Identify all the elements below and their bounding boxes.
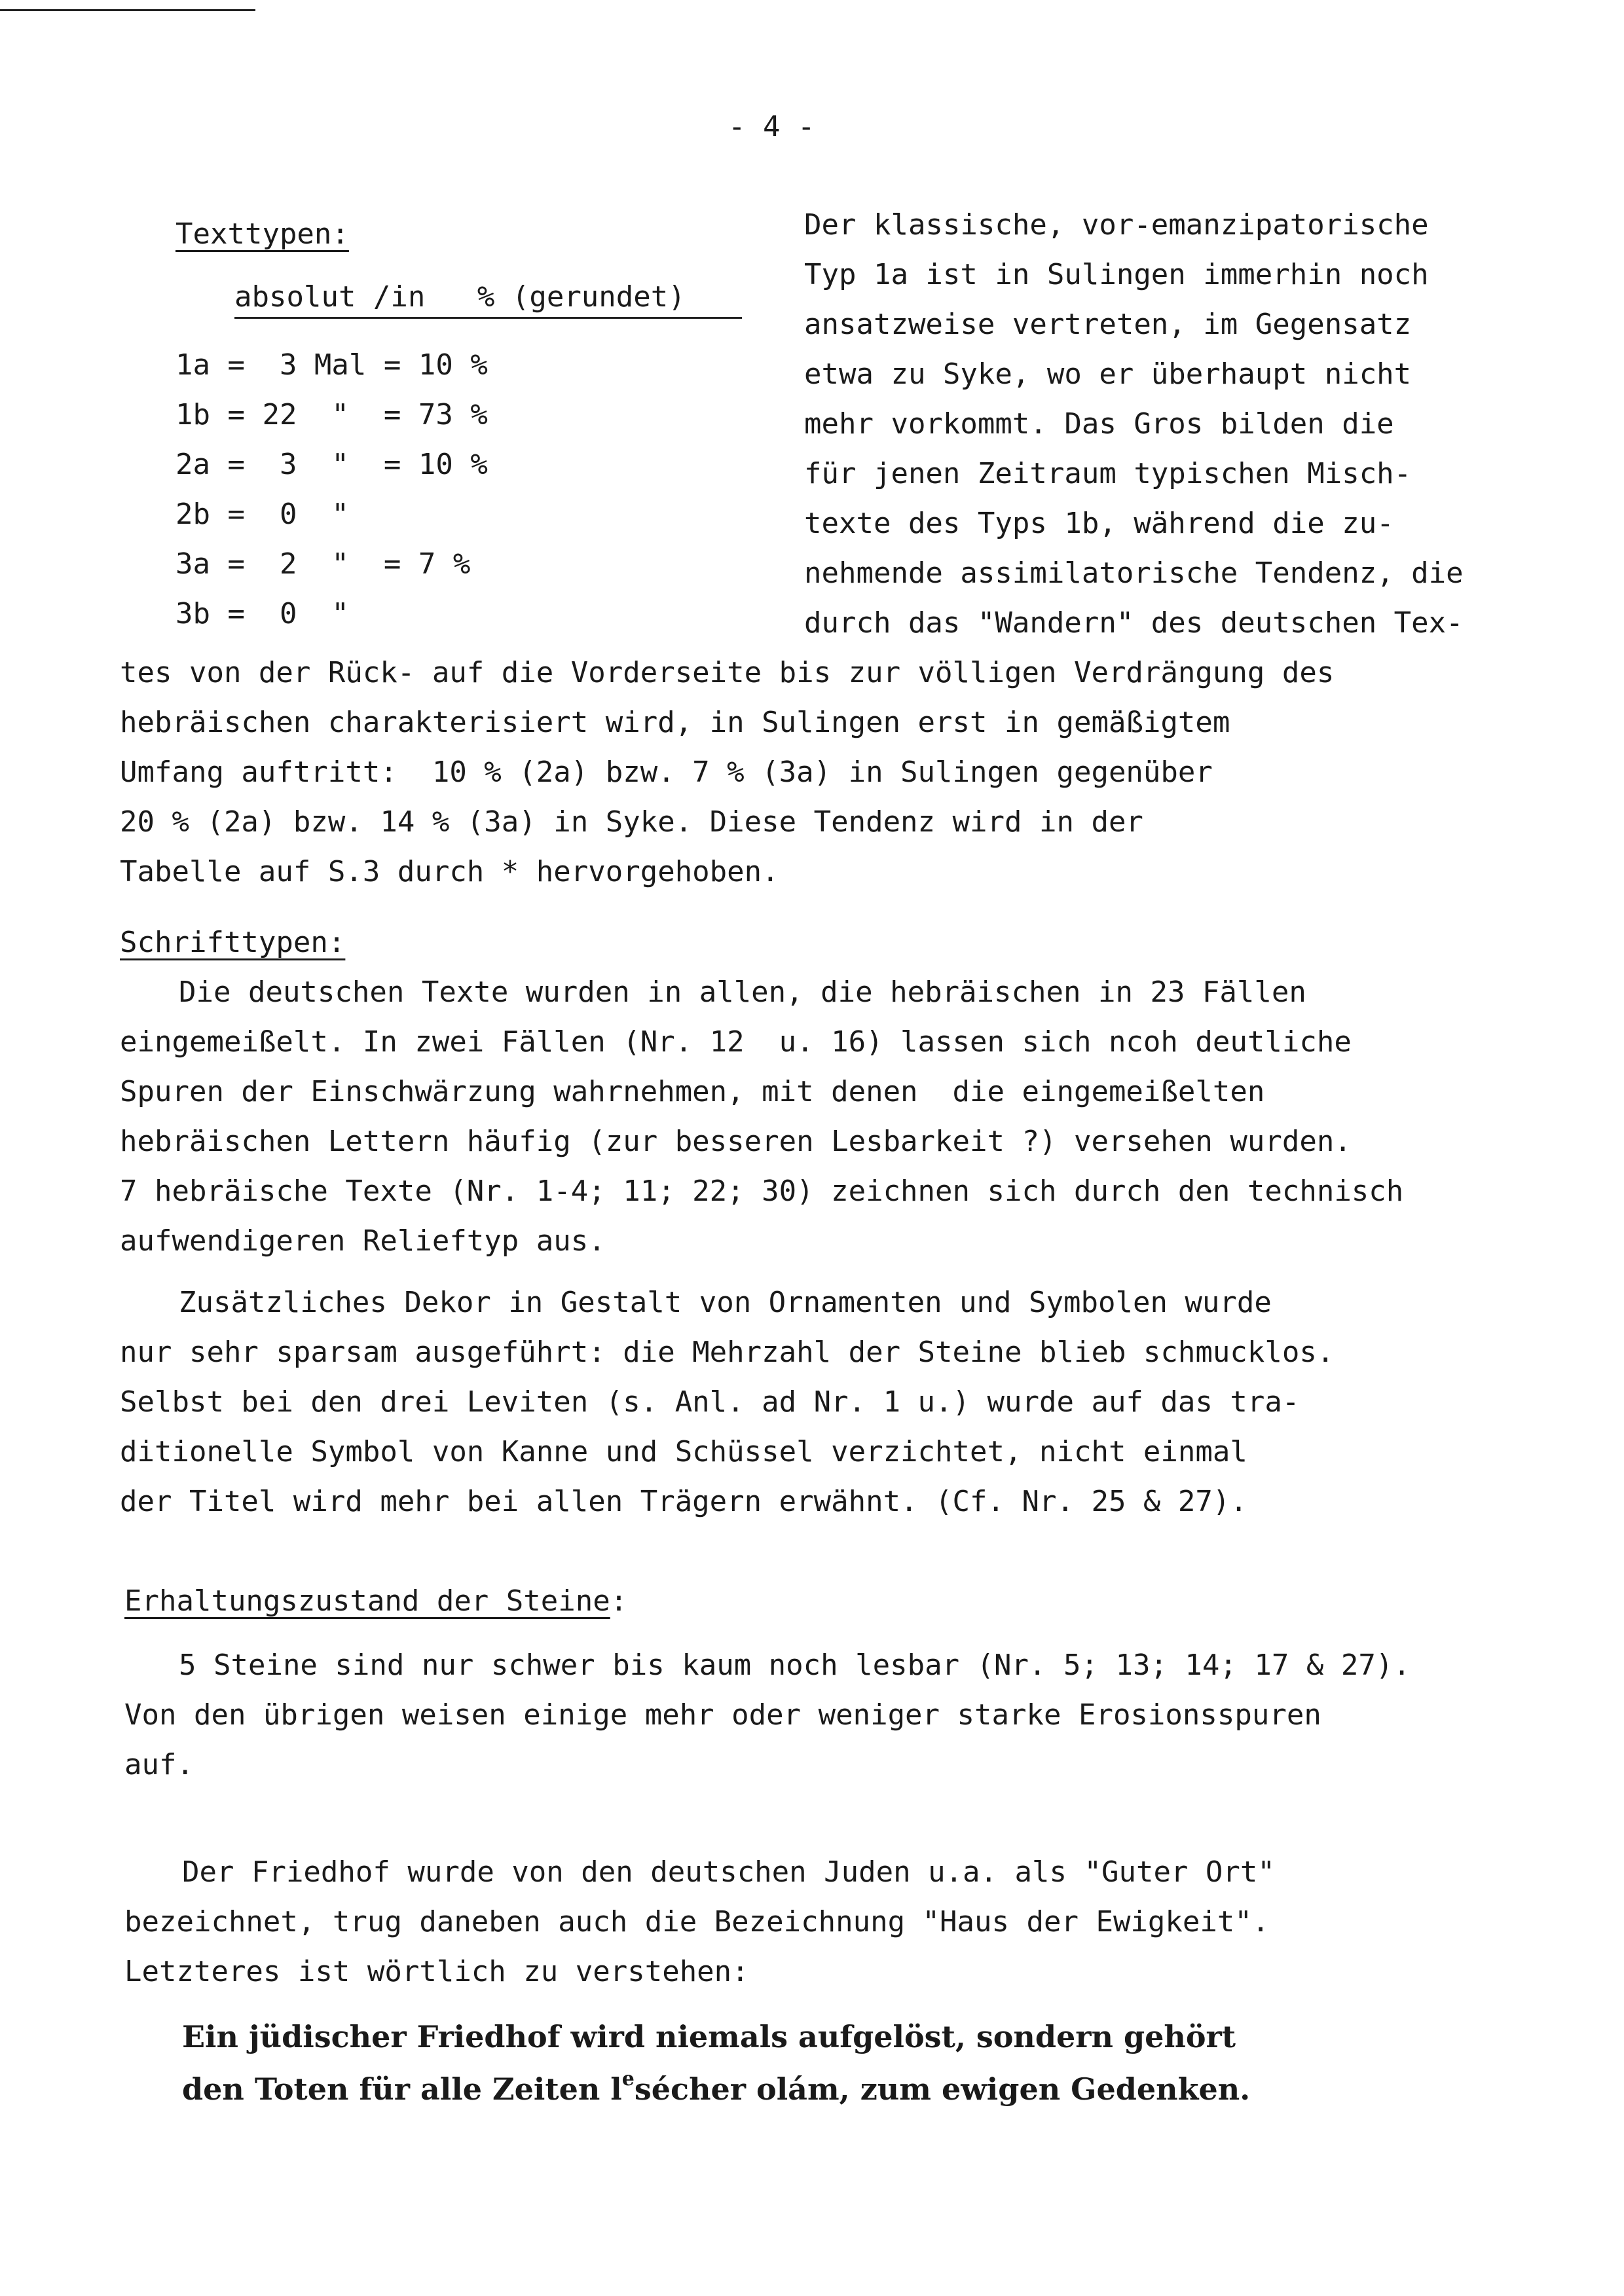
erhaltung-line: Von den übrigen weisen einige mehr oder weniger starke Erosionsspuren (124, 1698, 1321, 1732)
texttypen-row: 1a = 3 Mal = 10 % (175, 348, 488, 382)
intro-line: Der klassische, vor-emanzipatorische (804, 208, 1429, 242)
intro-full-line: hebräischen charakterisiert wird, in Sulingen erst in gemäßigtem (120, 706, 1230, 739)
friedhof-line: Letzteres ist wörtlich zu verstehen: (124, 1955, 749, 1988)
erhaltung-heading-colon: : (610, 1584, 628, 1618)
dekor-line: ditionelle Symbol von Kanne und Schüssel verzichtet, nicht einmal (120, 1435, 1247, 1468)
erhaltung-line: auf. (124, 1748, 194, 1781)
schrifttypen-line: hebräischen Lettern häufig (zur besseren Lesbarkeit ?) versehen wurden. (120, 1125, 1352, 1158)
schrifttypen-heading: Schrifttypen: (120, 926, 346, 959)
erhaltung-line: 5 Steine sind nur schwer bis kaum noch lesbar (Nr. 5; 13; 14; 17 & 27). (179, 1649, 1411, 1682)
intro-full-line: Tabelle auf S.3 durch * hervorgehoben. (120, 855, 779, 888)
friedhof-bold-superscript: e (621, 2068, 635, 2090)
intro-full-line: Umfang auftritt: 10 % (2a) bzw. 7 % (3a) in Sulingen gegenüber (120, 756, 1213, 789)
erhaltung-heading (124, 1584, 628, 1618)
intro-line: Typ 1a ist in Sulingen immerhin noch (804, 258, 1429, 291)
intro-line: etwa zu Syke, wo er überhaupt nicht (804, 357, 1412, 391)
intro-full-line: 20 % (2a) bzw. 14 % (3a) in Syke. Diese Tendenz wird in der (120, 805, 1143, 839)
schrifttypen-line: 7 hebräische Texte (Nr. 1-4; 11; 22; 30) zeichnen sich durch den technisch (120, 1175, 1404, 1208)
dekor-line: der Titel wird mehr bei allen Trägern erwähnt. (Cf. Nr. 25 & 27). (120, 1485, 1247, 1518)
dekor-line: Zusätzliches Dekor in Gestalt von Ornamenten und Symbolen wurde (179, 1286, 1272, 1319)
friedhof-bold-line: Ein jüdischer Friedhof wird niemals aufgelöst, sondern gehört (182, 2019, 1236, 2054)
intro-line: texte des Typs 1b, während die zu- (804, 507, 1394, 540)
dekor-line: Selbst bei den drei Leviten (s. Anl. ad Nr. 1 u.) wurde auf das tra- (120, 1385, 1300, 1419)
page-number: - 4 - (728, 110, 815, 143)
schrifttypen-line: Spuren der Einschwärzung wahrnehmen, mit denen die eingemeißelten (120, 1075, 1265, 1108)
intro-line: für jenen Zeitraum typischen Misch- (804, 457, 1412, 490)
texttypen-row: 3b = 0 " (175, 597, 349, 630)
texttypen-heading: Texttypen: (175, 217, 349, 251)
erhaltung-heading-text: Erhaltungszustand der Steine (124, 1584, 610, 1618)
intro-full-line: tes von der Rück- auf die Vorderseite bis zur völligen Verdrängung des (120, 656, 1335, 689)
texttypen-header-row: absolut /in % (gerundet) (234, 280, 686, 314)
texttypen-row: 3a = 2 " = 7 % (175, 547, 471, 581)
texttypen-row: 2b = 0 " (175, 498, 349, 531)
friedhof-line: Der Friedhof wurde von den deutschen Juden u.a. als "Guter Ort" (182, 1855, 1275, 1889)
texttypen-row: 2a = 3 " = 10 % (175, 448, 488, 481)
friedhof-bold-text-a: den Toten für alle Zeiten l (182, 2071, 622, 2107)
dekor-line: nur sehr sparsam ausgeführt: die Mehrzahl der Steine blieb schmucklos. (120, 1336, 1335, 1369)
schrifttypen-line: Die deutschen Texte wurden in allen, die hebräischen in 23 Fällen (179, 975, 1306, 1009)
texttypen-row: 1b = 22 " = 73 % (175, 398, 488, 431)
intro-line: ansatzweise vertreten, im Gegensatz (804, 308, 1412, 341)
intro-line: durch das "Wandern" des deutschen Tex- (804, 606, 1464, 640)
friedhof-bold-line-2 (182, 2068, 1251, 2107)
intro-line: nehmende assimilatorische Tendenz, die (804, 556, 1464, 590)
friedhof-bold-text-b: sécher olám, zum ewigen Gedenken. (634, 2071, 1251, 2107)
top-border-line (0, 9, 255, 11)
schrifttypen-line: eingemeißelt. In zwei Fällen (Nr. 12 u. 16) lassen sich ncoh deutliche (120, 1025, 1352, 1059)
intro-line: mehr vorkommt. Das Gros bilden die (804, 407, 1394, 441)
schrifttypen-line: aufwendigeren Relieftyp aus. (120, 1224, 606, 1258)
friedhof-line: bezeichnet, trug daneben auch die Bezeichnung "Haus der Ewigkeit". (124, 1905, 1270, 1939)
texttypen-header-rule (234, 317, 742, 319)
